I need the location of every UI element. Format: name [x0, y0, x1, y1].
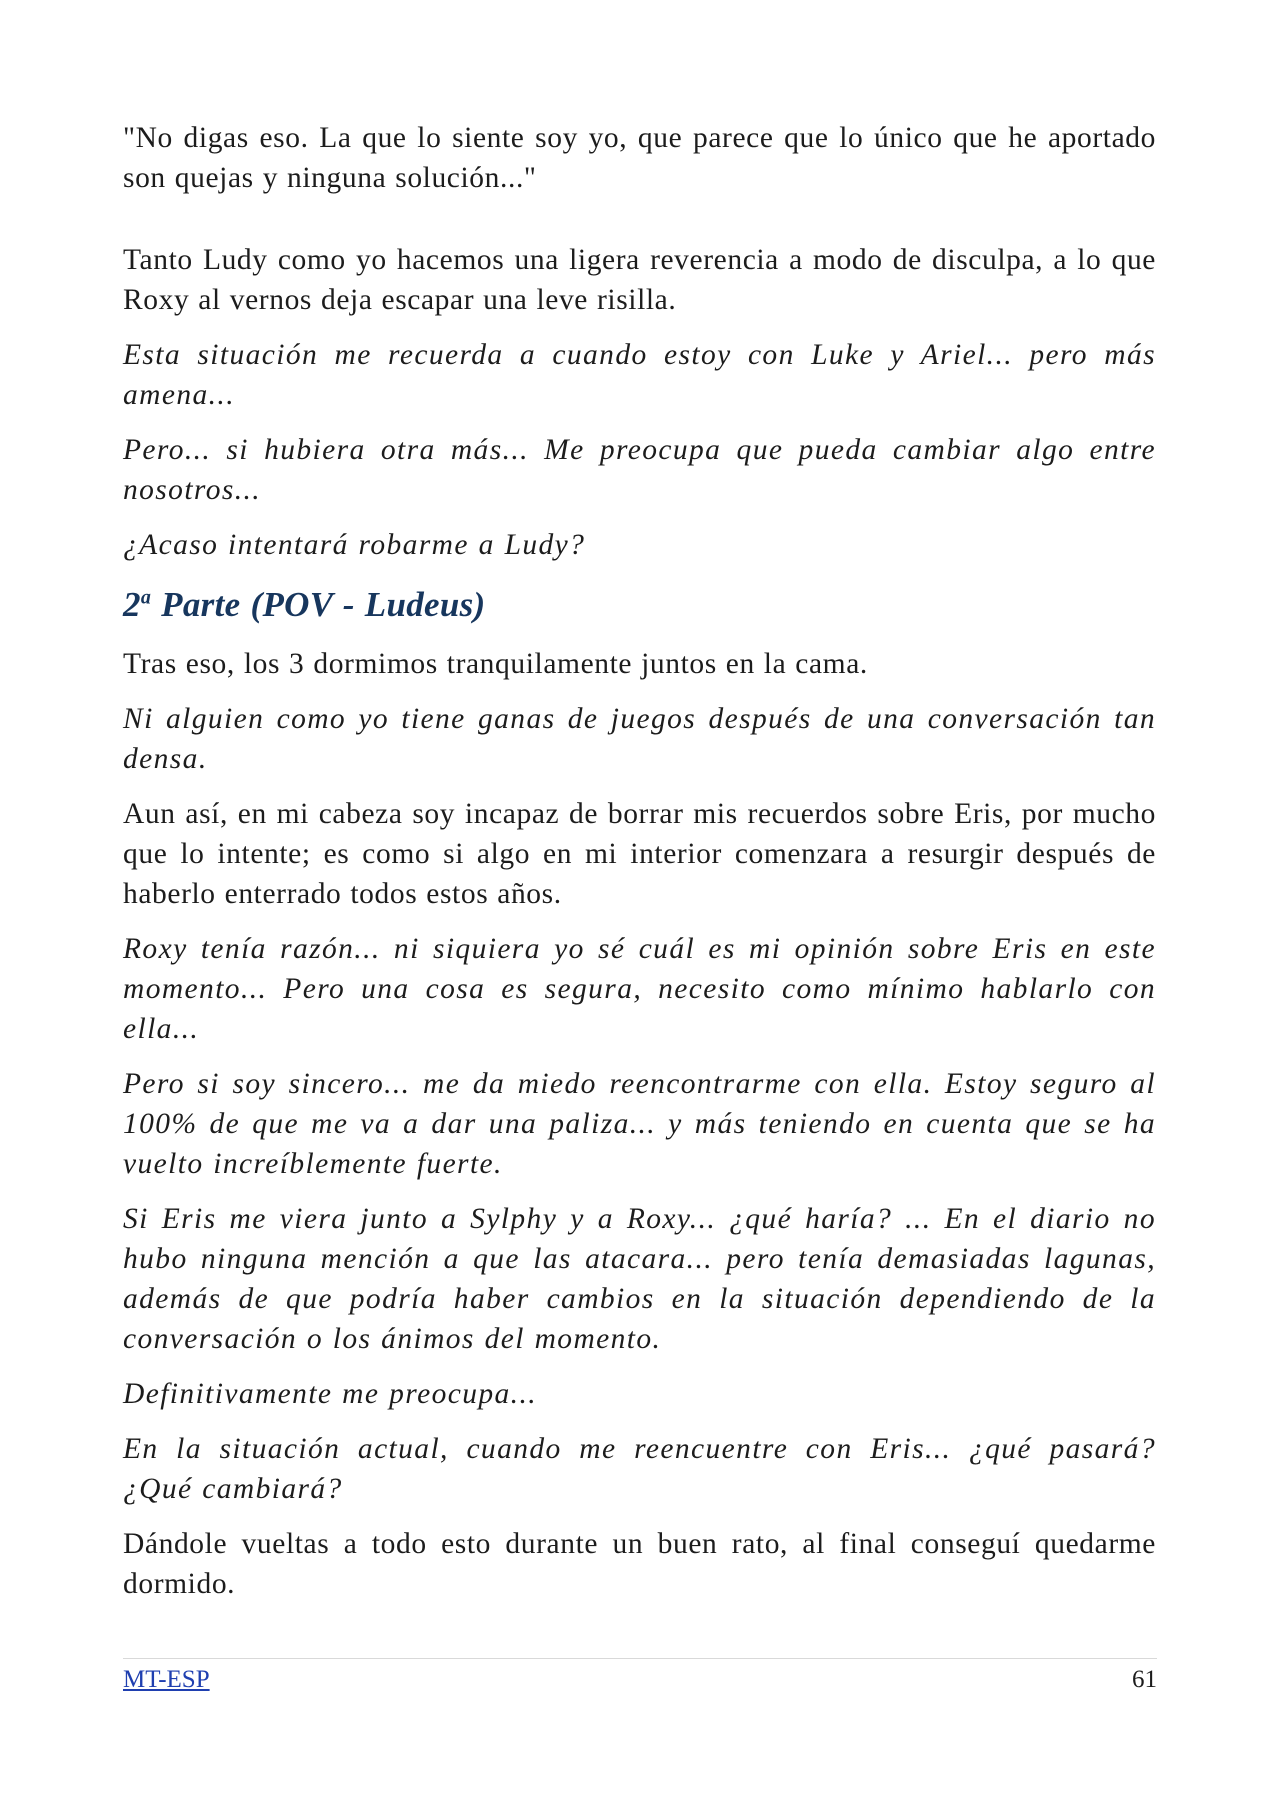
thought-roxy-razon: Roxy tenía razón... ni siquiera yo sé cuál es mi opinión sobre Eris en este momento... Pero una cosa es segura, necesito como mínimo hablarlo con ella...: [123, 933, 1156, 1045]
thought-miedo: Pero si soy sincero... me da miedo reencontrarme con ella. Estoy seguro al 100% de que me va a dar una paliza... y más teniendo en cuenta que se ha vuelto increíblemente fuerte.: [123, 1068, 1156, 1180]
heading-number: 2: [123, 585, 141, 624]
thought-diario: Si Eris me viera junto a Sylphy y a Roxy... ¿qué haría? ... En el diario no hubo ninguna mención a que las atacara... pero tenía demasiadas lagunas, además de que podría haber cambios en la situación dependiendo de la conversación o los ánimos del momento.: [123, 1203, 1156, 1355]
paragraph-dormimos: Tras eso, los 3 dormimos tranquilamente juntos en la cama.: [123, 648, 868, 680]
paragraph-reverence: Tanto Ludy como yo hacemos una ligera reverencia a modo de disculpa, a lo que Roxy al vernos deja escapar una leve risilla.: [123, 244, 1156, 316]
page-footer: [123, 1658, 1157, 1696]
thought-preocupa: Definitivamente me preocupa...: [123, 1378, 538, 1410]
thought-luke-ariel: Esta situación me recuerda a cuando estoy con Luke y Ariel... pero más amena...: [123, 339, 1156, 411]
paragraph-dormido: Dándole vueltas a todo esto durante un buen rato, al final conseguí quedarme dormido.: [123, 1528, 1156, 1600]
paragraph-dialogue: "No digas eso. La que lo siente soy yo, que parece que lo único que he aportado son quejas y ninguna solución...": [123, 122, 1156, 194]
heading-text: Parte (POV - Ludeus): [151, 585, 486, 624]
document-body: [123, 118, 1156, 1619]
page-number: 61: [1132, 1666, 1157, 1693]
heading-ordinal: a: [140, 586, 152, 609]
section-heading: [123, 583, 1156, 627]
paragraph-recuerdos: Aun así, en mi cabeza soy incapaz de borrar mis recuerdos sobre Eris, por mucho que lo intente; es como si algo en mi interior comenzara a resurgir después de haberlo enterrado todos estos años.: [123, 798, 1156, 910]
footer-link[interactable]: MT-ESP: [123, 1666, 210, 1693]
thought-situacion-actual: En la situación actual, cuando me reencuentre con Eris... ¿qué pasará? ¿Qué cambiará?: [123, 1433, 1156, 1505]
thought-otra-mas: Pero... si hubiera otra más... Me preocupa que pueda cambiar algo entre nosotros...: [123, 434, 1156, 506]
thought-juegos: Ni alguien como yo tiene ganas de juegos después de una conversación tan densa.: [123, 703, 1156, 775]
thought-robarme: ¿Acaso intentará robarme a Ludy?: [123, 529, 586, 561]
